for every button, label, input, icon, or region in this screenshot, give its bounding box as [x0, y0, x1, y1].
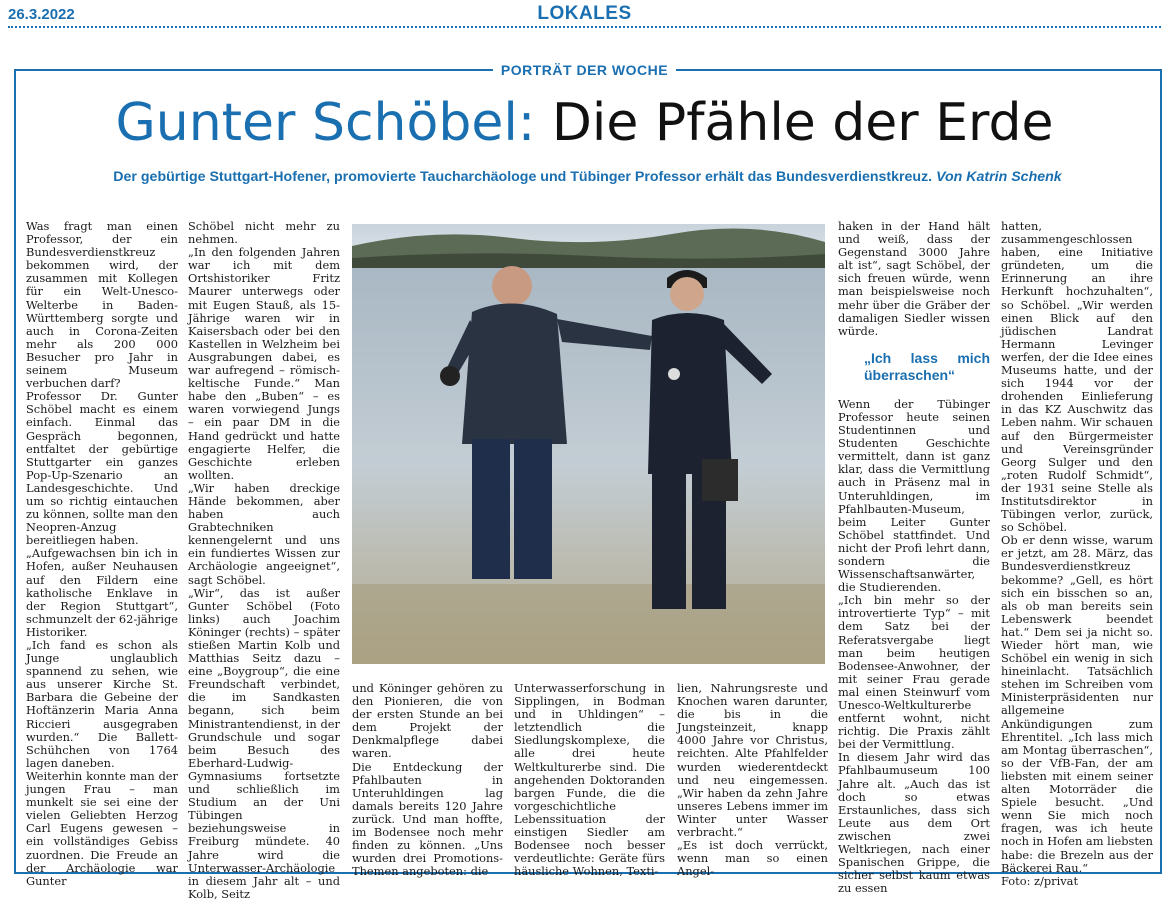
paragraph: haken in der Hand hält und weiß, dass der Gegenstand 3000 Jahre alt ist“, sagt Schöbel, der sich freuen würde, wenn man beispielsweise noch mehr über die Gräber der damaligen Siedler wissen würde.	[838, 219, 990, 338]
paragraph: Was fragt man einen Professor, der ein Bundesverdienstkreuz bekommen wird, der zusammen mit Kollegen für ein Welt-Unesco-Welterbe in Baden-Württemberg sorgte und auch in Corona-Zeiten mehr als 200 000 Besucher pro Jahr in seinem Museum verbuchen darf?	[26, 219, 178, 391]
paragraph: „Aufgewachsen bin ich in Hofen, außer Neuhausen auf den Fildern eine katholische Enklave in der Region Stuttgart“, schmunzelt der 62-jährige Historiker.	[26, 546, 178, 639]
page-header	[0, 0, 1169, 30]
section-title: LOKALES	[537, 3, 632, 24]
kicker-label: PORTRÄT DER WOCHE	[493, 62, 676, 78]
paragraph: Schöbel nicht mehr zu nehmen.	[188, 219, 340, 247]
paragraph: „Ich fand es schon als Junge unglaublich spannend zu sehen, wie aus unserer Kirche St. Barbara die Gebeine der Hoftänzerin Maria Anna Riccieri ausgegraben wurden.“ Die Ballett-Schühchen von 1764 lagen daneben.	[26, 638, 178, 770]
issue-date: 26.3.2022	[8, 6, 75, 23]
article-kicker	[0, 60, 1169, 79]
paragraph: Wenn der Tübinger Professor heute seinen Studentinnen und Studenten Geschichte vermittelt, dann ist ganz klar, dass die Vermittlung auch in Präsenz mal in Unteruhldingen, im Pfahlbauten-Museum, beim Leiter Gunter Schöbel stattfindet. Und nicht der Profi lehrt dann, sondern die Wissenschaftsanwärter, die Studierenden.	[838, 396, 990, 595]
text-column-7	[1001, 220, 1153, 888]
paragraph: Professor Dr. Gunter Schöbel macht es einem einfach. Einmal das Gespräch begonnen, entfaltet der gebürtige Stuttgarter ein ganzes Pop-Up-Szenario an Landesgeschichte. Und um so richtig eintauchen zu können, sollte man den Neopren-Anzug bereitliegen haben.	[26, 389, 178, 548]
header-divider	[8, 26, 1161, 28]
paragraph: Weiterhin konnte man der jungen Frau – man munkelt sie sei eine der vielen Geliebten Herzog Carl Eugens gewesen – ein vollständiges Gebiss zuordnen. Die Freude an der Archäologie war Gunter	[26, 768, 178, 888]
text-column-2	[188, 220, 340, 901]
paragraph: In diesem Jahr wird das Pfahlbaumuseum 100 Jahre alt. „Auch das ist doch so etwas Erstaunliches, dass sich Leute aus dem Ort zwischen zwei Weltkriegen, nach einer Spanischen Grippe, die sicher selbst kaum etwas zu essen	[838, 750, 990, 896]
paragraph: hatten, zusammengeschlossen haben, eine Initiative gründeten, um die Erinnerung an ihre Herkunft hochzuhalten“, so Schöbel. „Wir werden einen Blick auf den jüdischen Landrat Hermann Levinger werfen, der die Idee eines Museums hatte, und der sich 1944 vor der drohenden Einlieferung in das KZ Auschwitz das Leben nahm. Wir schauen auf den Bürgermeister und Vereinsgründer Georg Sulger und den „roten Rudolf Schmidt“, der 1931 seine Stelle als Institutsdirektor in Tübingen verlor, zurück, so Schöbel.	[1001, 219, 1153, 535]
byline: Von Katrin Schenk	[936, 169, 1062, 185]
text-column-4	[514, 682, 665, 878]
article-photo	[352, 224, 825, 664]
paragraph: lien, Nahrungsreste und Knochen waren darunter, die bis in die Jungsteinzeit, knapp 4000 Jahre vor Christus, reichten. Alte Pfahlfelder wurden wiederentdeckt und neu eingemessen. „Wir haben da zehn Jahre unseres Lebens immer im Winter unter Wasser verbracht.“	[677, 681, 828, 840]
pull-quote: „Ich lass mich überraschen“	[864, 349, 990, 383]
text-column-5	[677, 682, 828, 878]
text-column-3	[352, 682, 503, 878]
paragraph: und Köninger gehören zu den Pionieren, die von der ersten Stunde an bei dem Projekt der Denkmalpflege dabei waren.	[352, 681, 503, 761]
paragraph: „Ich bin mehr so der introvertierte Typ“ – mit dem Satz bei der Referatsvergabe liegt man beim heutigen Bodensee-Anwohner, der mit seiner Frau gerade mal einen Steinwurf vom Unesco-Weltkulturerbe entfernt wohnt, nicht richtig. Die Praxis zählt bei der Vermittlung.	[838, 593, 990, 752]
headline-name: Gunter Schöbel:	[115, 93, 536, 153]
paragraph: „In den folgenden Jahren war ich mit dem Ortshistoriker Fritz Maurer unterwegs oder mit Eugen Stauß, als 15-Jährige waren wir in Kaisersbach oder bei den Kastellen in Welzheim bei Ausgrabungen dabei, es war aufregend – römisch-keltische Funde.“ Man habe den „Buben“ – es waren vorwiegend Jungs – ein paar DM in die Hand gedrückt und hatte engagierte Helfer, die Geschichte erleben wollten.	[188, 245, 340, 482]
subhead-text: Der gebürtige Stuttgart-Hofener, promovierte Taucharchäologe und Tübinger Professor erhält das Bundesverdienstkreuz.	[113, 169, 933, 185]
text-column-1	[26, 220, 178, 888]
photo-credit: Foto: z/privat	[1001, 873, 1079, 888]
paragraph: „Es ist doch verrückt, wenn man so einen Angel-	[677, 838, 828, 879]
paragraph: Unterwasserforschung in Sipplingen, in Bodman und in Uhldingen“ – letztendlich die Siedlungskomplexe, die alle drei heute Weltkulturerbe sind. Die angehenden Doktoranden bargen Funde, die die vorgeschichtliche Lebenssituation der einstigen Siedler am Bodensee noch besser verdeutlichte: Geräte fürs häusliche Wohnen, Texti-	[514, 681, 665, 879]
paragraph: Die Entdeckung der Pfahlbauten in Unteruhldingen lag damals bereits 120 Jahre zurück. Und man hoffte, im Bodensee noch mehr finden zu können. „Uns wurden drei Promotions-Themen angeboten: die	[352, 759, 503, 879]
photo-two-men-in-lake	[352, 224, 825, 664]
paragraph: „Wir“, das ist außer Gunter Schöbel (Foto links) auch Joachim Köninger (rechts) – später stießen Martin Kolb und Matthias Seitz dazu – eine „Boygroup“, die eine Freundschaft verbindet, die im Sandkasten begann, sich beim Ministrantendienst, in der Grundschule und sogar beim Besuch des Eberhard-Ludwig-Gymnasiums fortsetzte und schließlich im Studium an der Uni Tübingen beziehungsweise in Freiburg mündete. 40 Jahre wird die Unterwasser-Archäologie in diesem Jahr alt – und Kolb, Seitz	[188, 585, 340, 901]
text-column-6	[838, 220, 990, 895]
paragraph: „Wir haben dreckige Hände bekommen, aber haben auch Grabtechniken kennengelernt und uns ein fundiertes Wissen zur Archäologie angeeignet“, sagt Schöbel.	[188, 480, 340, 587]
headline-rest: Die Pfähle der Erde	[551, 93, 1054, 153]
paragraph: Ob er denn wisse, warum er jetzt, am 28. März, das Bundesverdienstkreuz bekomme? „Gell, es hört sich ein bisschen so an, als ob man bereits sein Lebenswerk beendet hat.“ Dem sei ja nicht so. Wieder hört man, wie Schöbel ein wenig in sich hineinlacht. Tatsächlich stehen im Schreiben vom Ministerpräsidenten nur allgemeine Ankündigungen zum Ehrentitel. „Ich lass mich am Montag überraschen“, so der VfB-Fan, der am liebsten mit einem seiner alten Motorräder die Spiele besucht. „Und wenn Sie mich noch fragen, was ich heute noch in Hofen am liebsten habe: die Brezeln aus der Bäckerei Rau.“	[1001, 533, 1153, 875]
article-headline	[0, 92, 1169, 154]
article-subhead	[26, 169, 1149, 185]
